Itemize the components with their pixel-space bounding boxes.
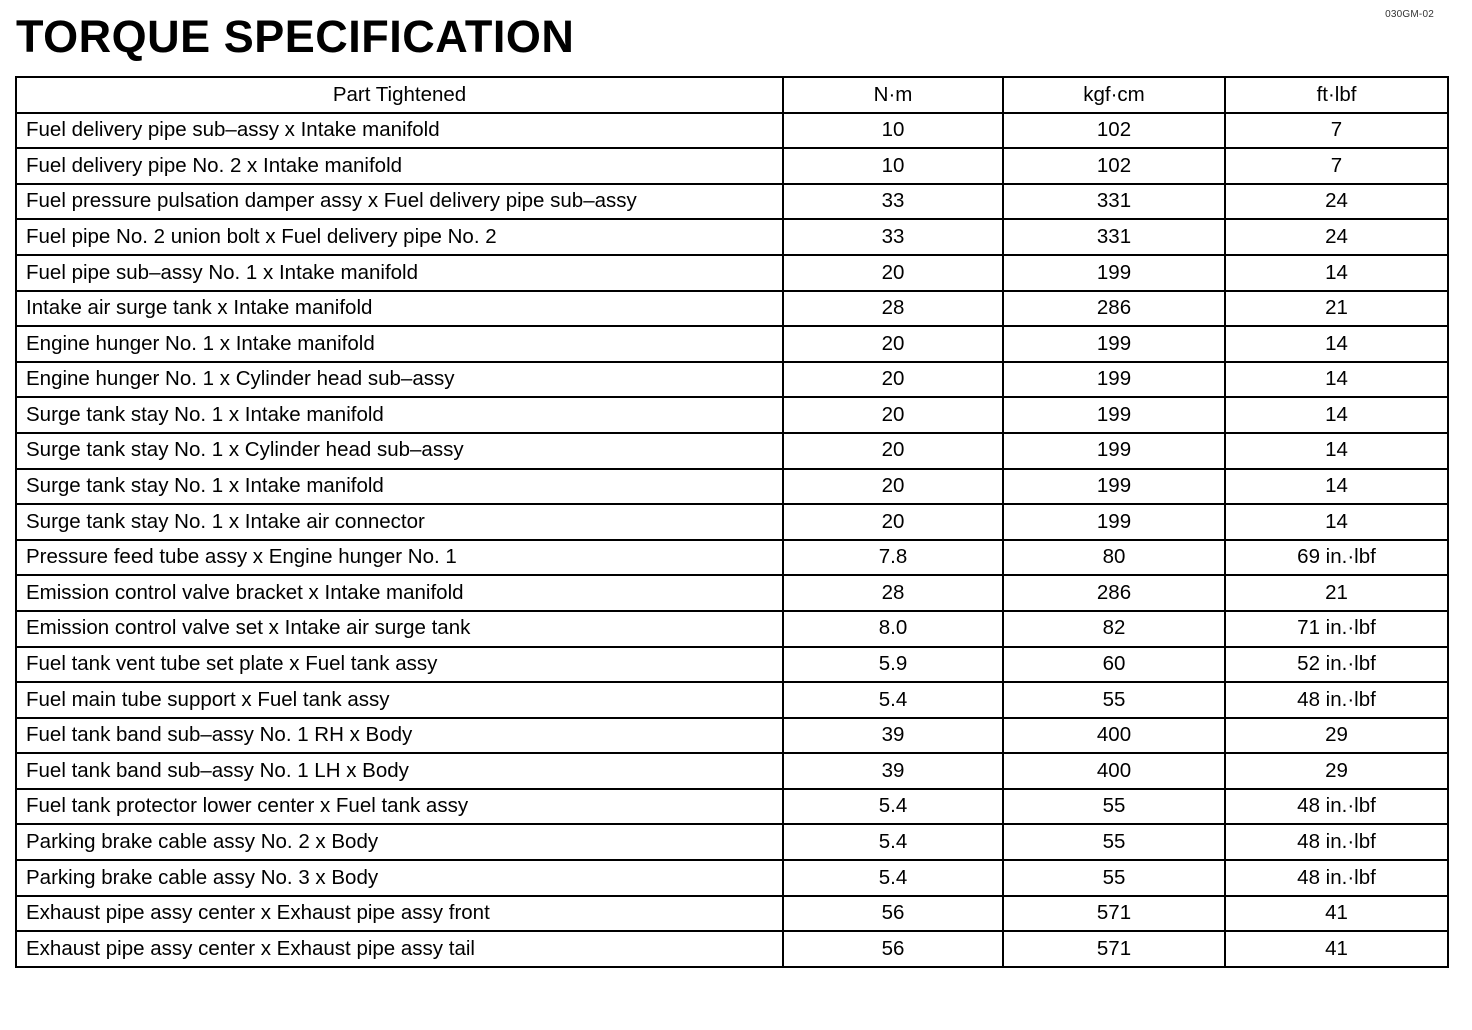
cell-nm: 33 bbox=[783, 219, 1003, 255]
cell-part-tightened: Emission control valve set x Intake air surge tank bbox=[16, 611, 783, 647]
header-kgfcm: kgf·cm bbox=[1003, 77, 1225, 113]
cell-part-tightened: Fuel tank band sub–assy No. 1 RH x Body bbox=[16, 718, 783, 754]
table-row bbox=[16, 753, 1448, 789]
document-code: 030GM-02 bbox=[1385, 9, 1434, 20]
cell-kgfcm: 571 bbox=[1003, 896, 1225, 932]
cell-kgfcm: 102 bbox=[1003, 148, 1225, 184]
cell-ftlbf: 14 bbox=[1225, 362, 1448, 398]
header-part-tightened: Part Tightened bbox=[16, 77, 783, 113]
cell-ftlbf: 14 bbox=[1225, 397, 1448, 433]
cell-ftlbf: 48 in.·lbf bbox=[1225, 789, 1448, 825]
cell-nm: 33 bbox=[783, 184, 1003, 220]
cell-nm: 20 bbox=[783, 326, 1003, 362]
cell-nm: 56 bbox=[783, 896, 1003, 932]
cell-ftlbf: 21 bbox=[1225, 575, 1448, 611]
cell-nm: 39 bbox=[783, 753, 1003, 789]
cell-nm: 10 bbox=[783, 113, 1003, 149]
table-row bbox=[16, 433, 1448, 469]
table-row bbox=[16, 255, 1448, 291]
cell-kgfcm: 82 bbox=[1003, 611, 1225, 647]
cell-kgfcm: 199 bbox=[1003, 326, 1225, 362]
cell-nm: 7.8 bbox=[783, 540, 1003, 576]
cell-ftlbf: 21 bbox=[1225, 291, 1448, 327]
table-row bbox=[16, 148, 1448, 184]
cell-part-tightened: Engine hunger No. 1 x Cylinder head sub–assy bbox=[16, 362, 783, 398]
header-nm: N·m bbox=[783, 77, 1003, 113]
table-row bbox=[16, 860, 1448, 896]
table-row bbox=[16, 575, 1448, 611]
cell-ftlbf: 29 bbox=[1225, 718, 1448, 754]
cell-part-tightened: Fuel pipe sub–assy No. 1 x Intake manifold bbox=[16, 255, 783, 291]
cell-part-tightened: Surge tank stay No. 1 x Intake manifold bbox=[16, 397, 783, 433]
cell-part-tightened: Parking brake cable assy No. 3 x Body bbox=[16, 860, 783, 896]
cell-kgfcm: 400 bbox=[1003, 718, 1225, 754]
cell-ftlbf: 71 in.·lbf bbox=[1225, 611, 1448, 647]
cell-nm: 28 bbox=[783, 575, 1003, 611]
cell-kgfcm: 102 bbox=[1003, 113, 1225, 149]
table-row bbox=[16, 219, 1448, 255]
cell-nm: 5.4 bbox=[783, 824, 1003, 860]
cell-part-tightened: Exhaust pipe assy center x Exhaust pipe assy front bbox=[16, 896, 783, 932]
table-row bbox=[16, 504, 1448, 540]
table-row bbox=[16, 718, 1448, 754]
cell-part-tightened: Fuel pressure pulsation damper assy x Fuel delivery pipe sub–assy bbox=[16, 184, 783, 220]
cell-kgfcm: 199 bbox=[1003, 469, 1225, 505]
table-header bbox=[16, 77, 1448, 113]
cell-part-tightened: Fuel delivery pipe sub–assy x Intake manifold bbox=[16, 113, 783, 149]
cell-part-tightened: Parking brake cable assy No. 2 x Body bbox=[16, 824, 783, 860]
cell-part-tightened: Emission control valve bracket x Intake manifold bbox=[16, 575, 783, 611]
cell-kgfcm: 55 bbox=[1003, 682, 1225, 718]
cell-ftlbf: 69 in.·lbf bbox=[1225, 540, 1448, 576]
cell-ftlbf: 14 bbox=[1225, 326, 1448, 362]
table-row bbox=[16, 469, 1448, 505]
cell-kgfcm: 55 bbox=[1003, 789, 1225, 825]
cell-part-tightened: Fuel pipe No. 2 union bolt x Fuel delivery pipe No. 2 bbox=[16, 219, 783, 255]
cell-ftlbf: 48 in.·lbf bbox=[1225, 860, 1448, 896]
table-row bbox=[16, 682, 1448, 718]
cell-ftlbf: 14 bbox=[1225, 469, 1448, 505]
cell-kgfcm: 199 bbox=[1003, 504, 1225, 540]
cell-kgfcm: 55 bbox=[1003, 824, 1225, 860]
header-ftlbf: ft·lbf bbox=[1225, 77, 1448, 113]
cell-part-tightened: Fuel delivery pipe No. 2 x Intake manifold bbox=[16, 148, 783, 184]
cell-ftlbf: 41 bbox=[1225, 931, 1448, 967]
table-row bbox=[16, 113, 1448, 149]
cell-kgfcm: 286 bbox=[1003, 575, 1225, 611]
cell-part-tightened: Exhaust pipe assy center x Exhaust pipe assy tail bbox=[16, 931, 783, 967]
table-row bbox=[16, 896, 1448, 932]
cell-nm: 28 bbox=[783, 291, 1003, 327]
cell-ftlbf: 48 in.·lbf bbox=[1225, 824, 1448, 860]
table-row bbox=[16, 326, 1448, 362]
cell-kgfcm: 400 bbox=[1003, 753, 1225, 789]
cell-nm: 10 bbox=[783, 148, 1003, 184]
table-row bbox=[16, 540, 1448, 576]
cell-part-tightened: Pressure feed tube assy x Engine hunger No. 1 bbox=[16, 540, 783, 576]
cell-part-tightened: Surge tank stay No. 1 x Intake air connector bbox=[16, 504, 783, 540]
table-row bbox=[16, 184, 1448, 220]
table-row bbox=[16, 291, 1448, 327]
cell-ftlbf: 29 bbox=[1225, 753, 1448, 789]
table-row bbox=[16, 397, 1448, 433]
cell-nm: 5.4 bbox=[783, 682, 1003, 718]
cell-nm: 5.4 bbox=[783, 789, 1003, 825]
cell-kgfcm: 199 bbox=[1003, 255, 1225, 291]
table-body bbox=[16, 113, 1448, 967]
cell-kgfcm: 199 bbox=[1003, 397, 1225, 433]
table-row bbox=[16, 362, 1448, 398]
cell-nm: 20 bbox=[783, 397, 1003, 433]
cell-kgfcm: 60 bbox=[1003, 647, 1225, 683]
cell-nm: 39 bbox=[783, 718, 1003, 754]
cell-ftlbf: 7 bbox=[1225, 113, 1448, 149]
cell-nm: 20 bbox=[783, 504, 1003, 540]
cell-nm: 20 bbox=[783, 469, 1003, 505]
cell-part-tightened: Surge tank stay No. 1 x Intake manifold bbox=[16, 469, 783, 505]
cell-part-tightened: Fuel tank band sub–assy No. 1 LH x Body bbox=[16, 753, 783, 789]
cell-kgfcm: 55 bbox=[1003, 860, 1225, 896]
cell-kgfcm: 571 bbox=[1003, 931, 1225, 967]
cell-ftlbf: 14 bbox=[1225, 504, 1448, 540]
cell-nm: 20 bbox=[783, 255, 1003, 291]
cell-nm: 5.9 bbox=[783, 647, 1003, 683]
cell-kgfcm: 331 bbox=[1003, 219, 1225, 255]
cell-ftlbf: 41 bbox=[1225, 896, 1448, 932]
cell-kgfcm: 286 bbox=[1003, 291, 1225, 327]
table-row bbox=[16, 824, 1448, 860]
torque-table bbox=[15, 76, 1449, 968]
cell-nm: 20 bbox=[783, 362, 1003, 398]
cell-kgfcm: 331 bbox=[1003, 184, 1225, 220]
cell-nm: 20 bbox=[783, 433, 1003, 469]
cell-ftlbf: 7 bbox=[1225, 148, 1448, 184]
table-row bbox=[16, 647, 1448, 683]
cell-nm: 56 bbox=[783, 931, 1003, 967]
cell-ftlbf: 24 bbox=[1225, 184, 1448, 220]
cell-part-tightened: Intake air surge tank x Intake manifold bbox=[16, 291, 783, 327]
page-title: TORQUE SPECIFICATION bbox=[16, 11, 575, 62]
table-row bbox=[16, 931, 1448, 967]
table-row bbox=[16, 611, 1448, 647]
cell-ftlbf: 52 in.·lbf bbox=[1225, 647, 1448, 683]
table-row bbox=[16, 789, 1448, 825]
cell-part-tightened: Engine hunger No. 1 x Intake manifold bbox=[16, 326, 783, 362]
cell-part-tightened: Fuel tank protector lower center x Fuel tank assy bbox=[16, 789, 783, 825]
cell-part-tightened: Fuel tank vent tube set plate x Fuel tank assy bbox=[16, 647, 783, 683]
cell-kgfcm: 80 bbox=[1003, 540, 1225, 576]
cell-part-tightened: Surge tank stay No. 1 x Cylinder head sub–assy bbox=[16, 433, 783, 469]
cell-ftlbf: 14 bbox=[1225, 255, 1448, 291]
cell-ftlbf: 14 bbox=[1225, 433, 1448, 469]
cell-ftlbf: 24 bbox=[1225, 219, 1448, 255]
cell-part-tightened: Fuel main tube support x Fuel tank assy bbox=[16, 682, 783, 718]
header-row bbox=[16, 77, 1448, 113]
cell-kgfcm: 199 bbox=[1003, 362, 1225, 398]
cell-nm: 8.0 bbox=[783, 611, 1003, 647]
cell-nm: 5.4 bbox=[783, 860, 1003, 896]
cell-kgfcm: 199 bbox=[1003, 433, 1225, 469]
cell-ftlbf: 48 in.·lbf bbox=[1225, 682, 1448, 718]
